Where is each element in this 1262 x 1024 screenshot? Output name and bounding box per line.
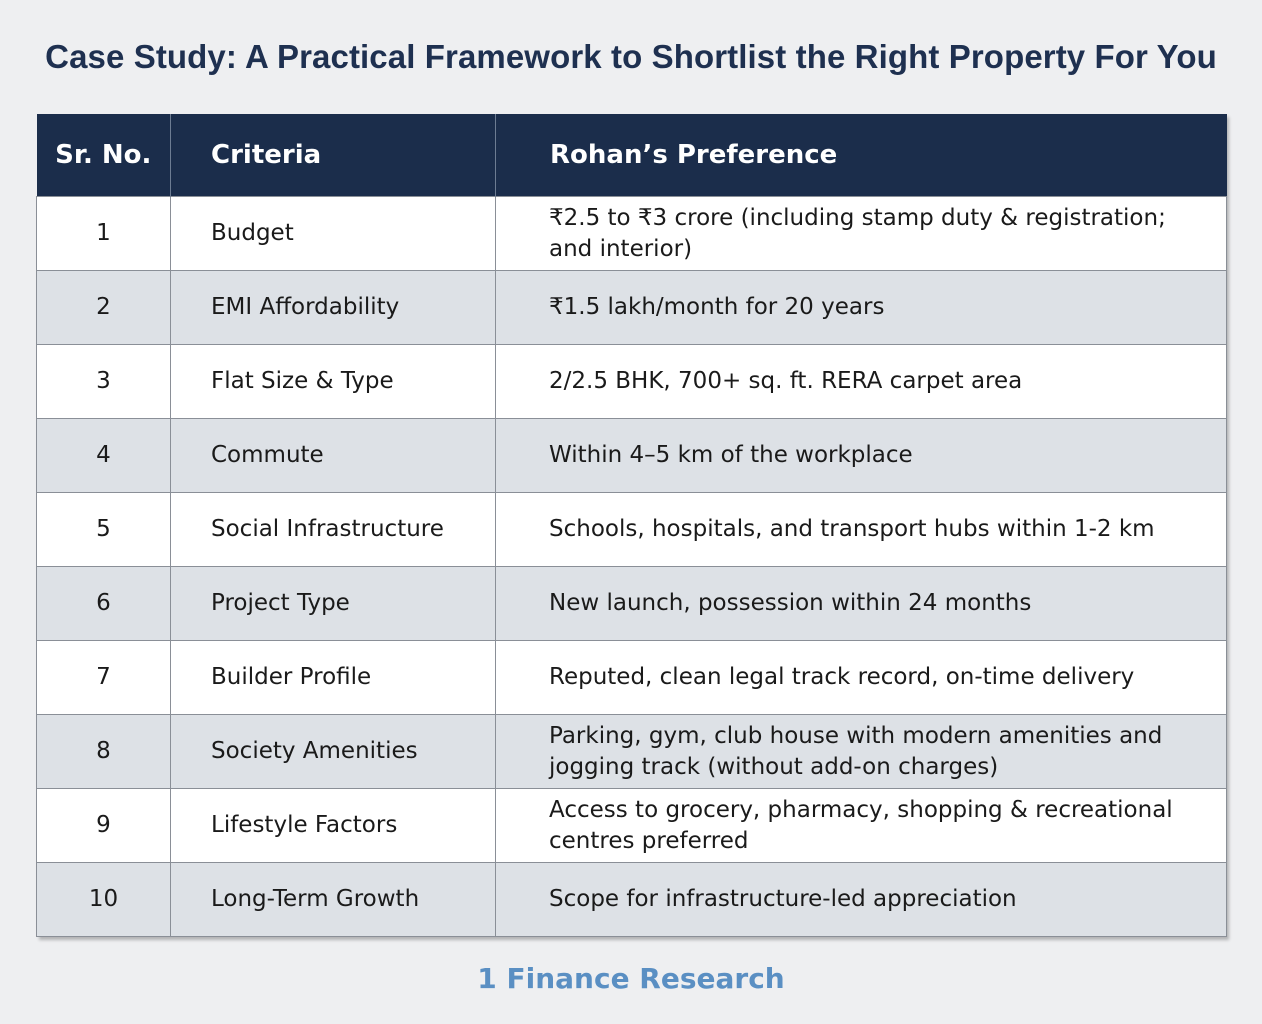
sr-no-cell: 10 — [37, 863, 171, 937]
source-credit: 1 Finance Research — [477, 962, 785, 995]
column-header-sr-no: Sr. No. — [37, 114, 171, 197]
sr-no-cell: 4 — [37, 419, 171, 493]
table-header-row — [37, 114, 1227, 197]
table-row — [37, 789, 1227, 863]
preference-cell: New launch, possession within 24 months — [496, 567, 1227, 641]
sr-no-cell: 9 — [37, 789, 171, 863]
sr-no-cell: 5 — [37, 493, 171, 567]
criteria-cell: Social Infrastructure — [171, 493, 496, 567]
criteria-table-container — [36, 114, 1226, 937]
criteria-cell: Builder Profile — [171, 641, 496, 715]
column-header-preference: Rohan’s Preference — [496, 114, 1227, 197]
criteria-cell: Commute — [171, 419, 496, 493]
sr-no-cell: 3 — [37, 345, 171, 419]
page-title: Case Study: A Practical Framework to Shortlist the Right Property For You — [45, 38, 1217, 75]
preference-cell: Within 4–5 km of the workplace — [496, 419, 1227, 493]
table-row — [37, 567, 1227, 641]
table-row — [37, 863, 1227, 937]
criteria-cell: Flat Size & Type — [171, 345, 496, 419]
criteria-cell: Project Type — [171, 567, 496, 641]
criteria-table — [36, 114, 1227, 937]
preference-cell: Scope for infrastructure-led appreciation — [496, 863, 1227, 937]
table-row — [37, 493, 1227, 567]
table-row — [37, 715, 1227, 789]
preference-cell: ₹2.5 to ₹3 crore (including stamp duty & registration; and interior) — [496, 197, 1227, 271]
sr-no-cell: 6 — [37, 567, 171, 641]
preference-cell: Parking, gym, club house with modern amenities and jogging track (without add-on charges) — [496, 715, 1227, 789]
criteria-cell: EMI Affordability — [171, 271, 496, 345]
sr-no-cell: 1 — [37, 197, 171, 271]
table-row — [37, 641, 1227, 715]
column-header-criteria: Criteria — [171, 114, 496, 197]
table-row — [37, 271, 1227, 345]
preference-cell: Reputed, clean legal track record, on-time delivery — [496, 641, 1227, 715]
preference-cell: Schools, hospitals, and transport hubs within 1-2 km — [496, 493, 1227, 567]
criteria-cell: Society Amenities — [171, 715, 496, 789]
sr-no-cell: 2 — [37, 271, 171, 345]
table-row — [37, 419, 1227, 493]
criteria-cell: Lifestyle Factors — [171, 789, 496, 863]
preference-cell: 2/2.5 BHK, 700+ sq. ft. RERA carpet area — [496, 345, 1227, 419]
criteria-cell: Budget — [171, 197, 496, 271]
table-row — [37, 345, 1227, 419]
preference-cell: ₹1.5 lakh/month for 20 years — [496, 271, 1227, 345]
sr-no-cell: 7 — [37, 641, 171, 715]
preference-cell: Access to grocery, pharmacy, shopping & recreational centres preferred — [496, 789, 1227, 863]
sr-no-cell: 8 — [37, 715, 171, 789]
table-row — [37, 197, 1227, 271]
criteria-cell: Long-Term Growth — [171, 863, 496, 937]
